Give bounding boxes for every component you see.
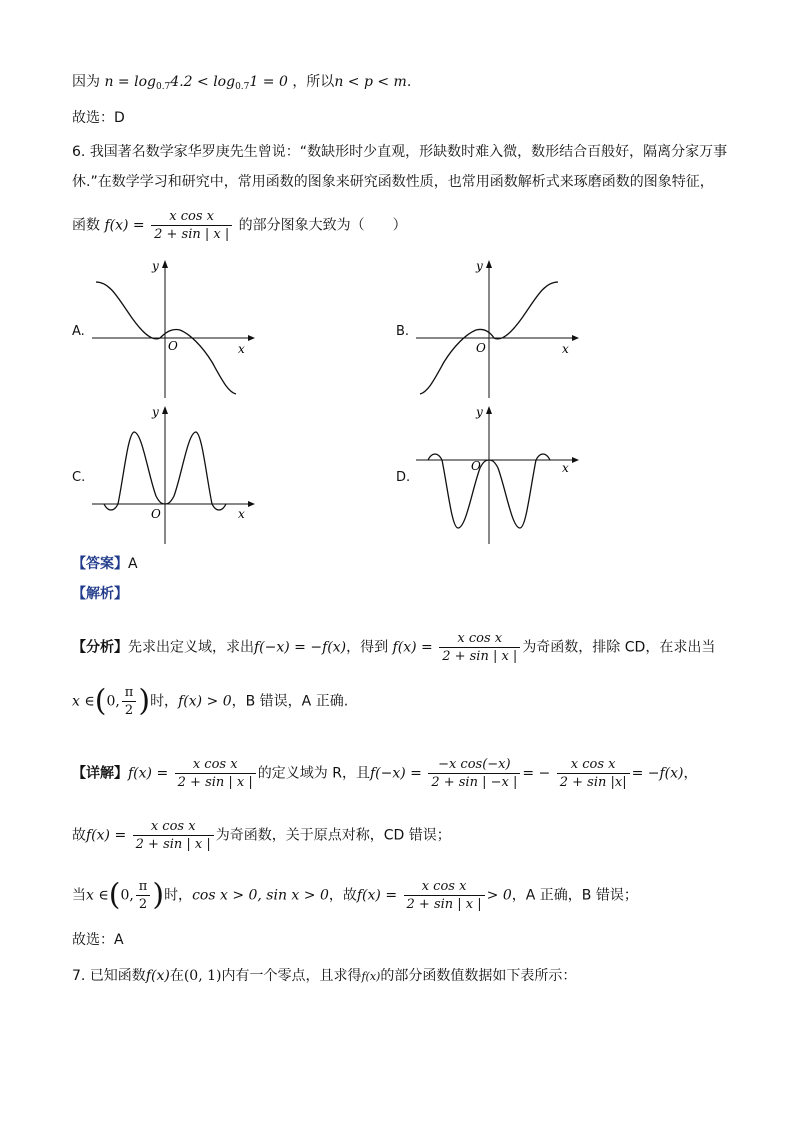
origin-label: O: [151, 507, 161, 521]
detail-line3-cond: cos x > 0, sin x > 0: [192, 887, 329, 904]
q7-number: 7.: [72, 968, 86, 984]
q6-stem-post: 的部分图象大致为（ ）: [238, 217, 407, 234]
analysis-e5: f(x) > 0: [178, 693, 232, 710]
q5-math: $n = \log_{0.7}4.2 < \log_{0.7}1 = 0$: [104, 74, 288, 92]
detail-line3-post: ，A 正确，B 错误；: [511, 887, 638, 904]
axis-y-label: y: [152, 259, 159, 273]
detail-line3-gt: > 0: [486, 887, 512, 904]
origin-label: O: [476, 341, 486, 355]
q7-interval: (0, 1): [183, 968, 222, 984]
q6-func-lhs: f(x) =: [104, 217, 145, 234]
detail-line3-so: ，故: [328, 887, 357, 904]
analysis-t3: 为奇函数，排除 CD，在求出当: [522, 639, 716, 656]
answer-value: A: [128, 556, 138, 572]
analysis-heading: [72, 584, 128, 604]
analysis-line1: [72, 630, 715, 665]
analysis-line2: x ∈(0, $\frac{\pi}{2}$ )时，f(x) > 0，B 错误，A 正确.: [72, 683, 349, 719]
q6-stem-line2: 休.”在数学学习和研究中，常用函数的图象来研究函数性质，也常用函数解析式来琢磨函数的图象特征，: [72, 174, 714, 190]
option-c-label: C.: [72, 470, 86, 485]
q6-func-fraction: $\frac{\text{x cos x}}{2 + \sin | x |}$: [151, 208, 232, 243]
option-b-graph: [414, 258, 584, 400]
answer-tag: 【答案】: [72, 556, 128, 572]
detail-fraction3: $\frac{\text{x cos x}}{2 + \sin |x|}$: [557, 756, 630, 791]
detail-line3-x: x ∈: [86, 887, 109, 904]
q5-end: .: [406, 74, 412, 90]
interval-zero: 0,: [106, 693, 120, 710]
answer-line: [72, 554, 138, 574]
q6-number: 6.: [72, 144, 86, 160]
detail-line3-zero: 0,: [120, 887, 134, 904]
option-b-label: B.: [396, 324, 410, 339]
detail-line3-fraction: $\frac{\text{x cos x}}{2 + \sin | x |}$: [404, 878, 485, 913]
detail-t1: 的定义域为 R，且: [257, 765, 370, 782]
detail-line3-pre: 当: [72, 887, 86, 904]
analysis-tag: 【解析】: [72, 586, 128, 602]
q6-stem-pre: 函数: [72, 217, 100, 234]
detail-lhs2: f(−x) =: [369, 765, 422, 782]
origin-label: O: [471, 459, 481, 473]
axis-y-label: y: [476, 405, 483, 419]
analysis-func-lhs: f(x) =: [392, 639, 433, 656]
q5-conclusion: [72, 72, 411, 97]
option-a-graph: [90, 258, 260, 400]
detail-tag: 【详解】: [72, 765, 128, 782]
detail-line3-mid: 时，: [164, 887, 193, 904]
detail-fraction2: $\frac{\text{−x cos(−x)}}{2 + \sin | -x |}$: [428, 756, 520, 791]
detail-lhs: f(x) =: [128, 765, 169, 782]
interval-pre: x ∈: [72, 693, 95, 710]
detail-line2: [72, 818, 451, 853]
detail-line2-post: 为奇函数，关于原点对称，CD 错误；: [215, 827, 451, 844]
detail-line3: 当x ∈(0, $\frac{\pi}{2}$ )时，cos x > 0, sin x > 0，故f(x) = $\frac{\text{x cos x}}{2 + \sin | x |}$ > 0，A 正确，B 错误；: [72, 877, 638, 913]
analysis-t5: 时，: [150, 693, 179, 710]
q7-fx-small: f(x): [361, 970, 381, 983]
detail-line3-interval: $\frac{\pi}{2}$: [136, 878, 151, 913]
q5-answer: 故选：D: [72, 110, 125, 126]
detail-line2-fraction: $\frac{\text{x cos x}}{2 + \sin | x |}$: [133, 818, 214, 853]
origin-label: O: [168, 339, 178, 353]
analysis-subtag: 【分析】: [72, 639, 128, 656]
analysis-t6: ，B 错误，A 正确.: [231, 693, 349, 710]
option-d-graph: [414, 404, 584, 546]
detail-line2-lhs: f(x) =: [86, 827, 127, 844]
q7-t3: 内有一个零点，且求得: [221, 968, 362, 984]
axis-x-label: x: [562, 342, 569, 356]
detail-line3-lhs: f(x) =: [356, 887, 398, 904]
q7-stem: [72, 966, 576, 987]
analysis-func-fraction: $\frac{\text{x cos x}}{2 + \sin | x |}$: [439, 630, 520, 665]
axis-x-label: x: [238, 507, 245, 521]
detail-line1: [72, 756, 698, 791]
detail-eq2: = −: [522, 765, 551, 782]
q5-text-mid: ，所以: [292, 74, 335, 90]
analysis-t2: ，得到: [346, 639, 389, 656]
axis-x-label: x: [238, 342, 245, 356]
option-d-label: D.: [396, 470, 411, 485]
q7-t4: 的部分函数值数据如下表所示：: [380, 968, 577, 984]
q5-order: n < p < m: [334, 74, 407, 90]
axis-y-label: y: [152, 405, 159, 419]
q6-stem-line3: [72, 208, 407, 243]
q5-text-pre: 因为: [72, 74, 100, 90]
q6-stem-line1: [72, 142, 727, 162]
analysis-e1: f(−x) = −f(x): [254, 639, 347, 656]
detail-fraction1: $\frac{\text{x cos x}}{2 + \sin | x |}$: [175, 756, 256, 791]
analysis-t1: 先求出定义域，求出: [128, 639, 254, 656]
q7-t2: 在: [169, 968, 184, 984]
detail-tail: ，: [683, 765, 698, 782]
axis-y-label: y: [476, 259, 483, 273]
axis-x-label: x: [562, 461, 569, 475]
option-a-label: A.: [72, 324, 85, 339]
q7-fx: f(x): [145, 968, 170, 984]
q6-stem-text1: 我国著名数学家华罗庚先生曾说：“数缺形时少直观，形缺数时难入微，数形结合百般好，隔离分家万事: [89, 144, 728, 160]
q7-t1: 已知函数: [89, 968, 146, 984]
detail-eq3: = −f(x): [631, 765, 684, 782]
option-c-graph: [90, 404, 260, 546]
detail-line2-pre: 故: [72, 827, 86, 844]
interval-fraction: $\frac{\pi}{2}$: [122, 684, 137, 719]
q6-answer: 故选：A: [72, 932, 124, 948]
